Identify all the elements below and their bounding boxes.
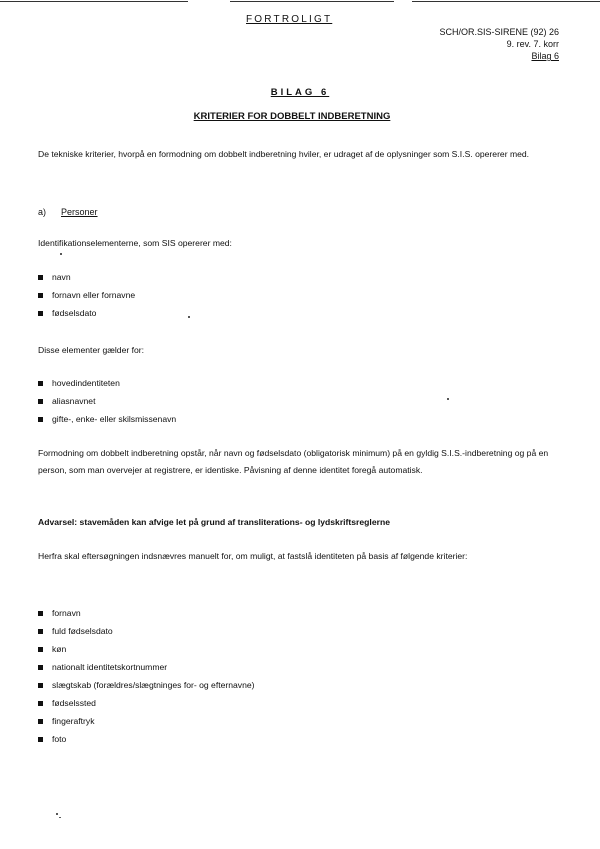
- bullet-icon: [38, 683, 43, 688]
- identification-list: [38, 268, 135, 322]
- list-item: gifte-, enke- eller skilsmissenavn: [38, 410, 176, 428]
- bullet-icon: [38, 647, 43, 652]
- scan-speck: [188, 316, 190, 318]
- bullet-icon: [38, 701, 43, 706]
- list-item: navn: [38, 268, 135, 286]
- annex-heading: BILAG 6: [270, 87, 330, 98]
- document-title: KRITERIER FOR DOBBELT INDBERETNING: [193, 111, 391, 122]
- bullet-icon: [38, 665, 43, 670]
- manual-check-intro: Herfra skal eftersøgningen indsnævres manuelt for, om muligt, at fastslå identiteten på basis af følgende kriterier:: [38, 551, 468, 561]
- bullet-icon: [38, 311, 43, 316]
- bullet-icon: [38, 611, 43, 616]
- criteria-list: [38, 604, 255, 748]
- top-rule-left: [0, 1, 188, 2]
- scan-speck: [447, 398, 449, 400]
- top-rule-right: [412, 1, 600, 2]
- warning-note: Advarsel: stavemåden kan afvige let på grund af transliterations- og lydskriftsreglerne: [38, 517, 390, 527]
- classification-label: FORTROLIGT: [246, 14, 333, 25]
- revision-line: 9. rev. 7. korr: [506, 39, 559, 49]
- list-item: fødselssted: [38, 694, 255, 712]
- bullet-icon: [38, 381, 43, 386]
- scan-speck: [56, 813, 58, 815]
- intro-paragraph: De tekniske kriterier, hvorpå en formodning om dobbelt indberetning hviler, er udraget af de oplysninger som S.I.S. opererer med.: [38, 149, 530, 159]
- list-item: fuld fødselsdato: [38, 622, 255, 640]
- bullet-icon: [38, 629, 43, 634]
- bullet-icon: [38, 737, 43, 742]
- bullet-icon: [38, 417, 43, 422]
- bullet-icon: [38, 275, 43, 280]
- applies-intro: Disse elementer gælder for:: [38, 345, 145, 355]
- list-item: foto: [38, 730, 255, 748]
- document-reference: [439, 26, 559, 62]
- list-item: køn: [38, 640, 255, 658]
- identification-intro: Identifikationselementerne, som SIS opererer med:: [38, 238, 232, 248]
- top-rule-center: [230, 1, 394, 2]
- section-title: Personer: [61, 207, 98, 217]
- reference-code: SCH/OR.SIS-SIRENE (92) 26: [439, 27, 559, 37]
- list-item: hovedindentiteten: [38, 374, 176, 392]
- list-item: fornavn eller fornavne: [38, 286, 135, 304]
- section-number: a): [38, 207, 47, 217]
- applies-list: [38, 374, 176, 428]
- list-item: fingeraftryk: [38, 712, 255, 730]
- list-item: nationalt identitetskortnummer: [38, 658, 255, 676]
- scan-speck: [59, 817, 61, 818]
- list-item: fødselsdato: [38, 304, 135, 322]
- list-item: slægtskab (forældres/slægtninges for- og efternavne): [38, 676, 255, 694]
- bullet-icon: [38, 719, 43, 724]
- bullet-icon: [38, 399, 43, 404]
- bullet-icon: [38, 293, 43, 298]
- annex-reference: Bilag 6: [531, 51, 559, 61]
- list-item: aliasnavnet: [38, 392, 176, 410]
- suspicion-paragraph: Formodning om dobbelt indberetning opstår, når navn og fødselsdato (obligatorisk minimum) på en gyldig S.I.S.-indberetning og på en person, som man overvejer at registrere, er identiske. Påvisning af denne identitet foregå automatisk.: [38, 448, 549, 475]
- list-item: fornavn: [38, 604, 255, 622]
- section-heading-persons: [38, 207, 98, 217]
- scan-speck: [60, 253, 62, 255]
